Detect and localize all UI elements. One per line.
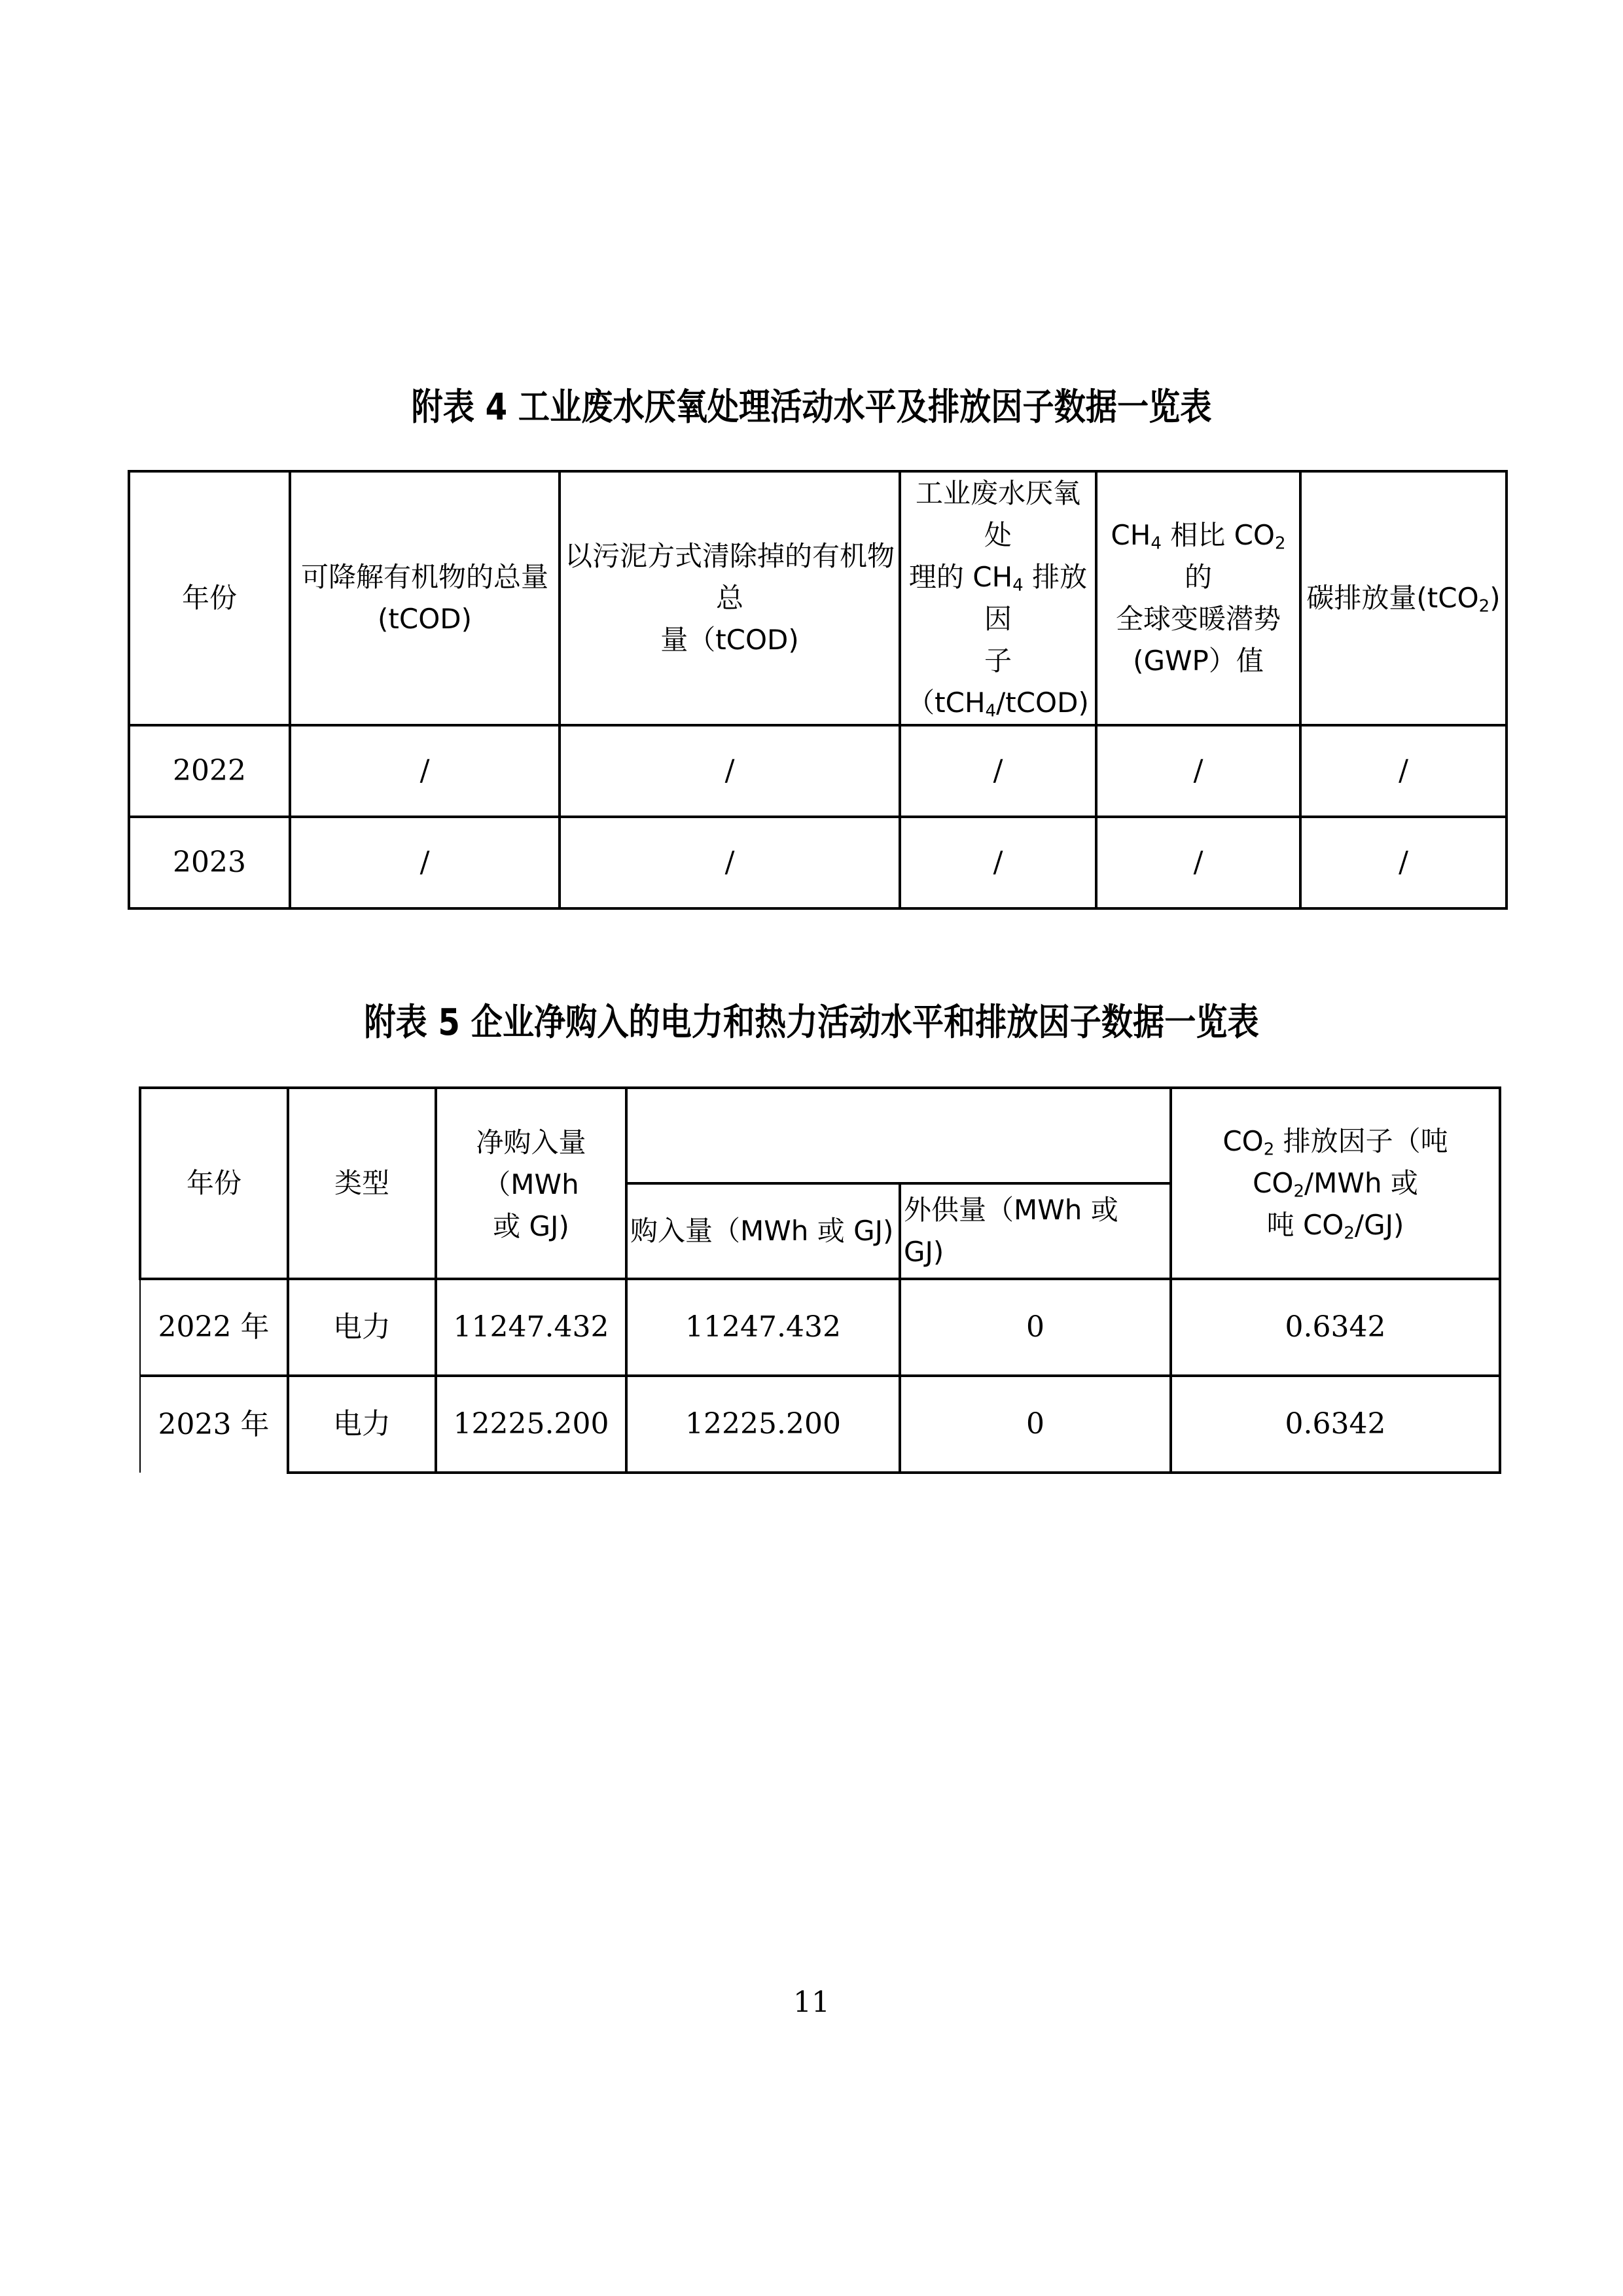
cell-factor: 0.6342 xyxy=(1171,1279,1500,1376)
cell-value: / xyxy=(900,725,1096,817)
table4-header-row xyxy=(129,471,1507,725)
table4 xyxy=(128,470,1508,910)
header-factor-sub2: 2 xyxy=(1293,1181,1305,1202)
table-row xyxy=(129,817,1507,908)
header-net-purchase-line2: 或 GJ) xyxy=(493,1210,569,1242)
cell-type: 电力 xyxy=(288,1279,436,1376)
cell-value: / xyxy=(900,817,1096,908)
cell-net: 11247.432 xyxy=(436,1279,626,1376)
table-row xyxy=(140,1376,1500,1473)
header-factor-a: CO xyxy=(1222,1125,1264,1157)
header-factor-sub1: 2 xyxy=(1263,1139,1275,1160)
header-ch4-factor-line3a: 子（tCH xyxy=(907,645,1012,719)
header-factor-c: /MWh 或 xyxy=(1304,1167,1418,1199)
page-number: 11 xyxy=(793,1986,830,2019)
header-carbon-emission xyxy=(1300,471,1507,725)
header-ch4-emission-factor xyxy=(900,471,1096,725)
cell-value: / xyxy=(1096,725,1300,817)
table5-title: 附表 5 企业净购入的电力和热力活动水平和排放因子数据一览表 xyxy=(364,1001,1259,1044)
cell-year: 2023 xyxy=(129,817,290,908)
header-factor-e: /GJ) xyxy=(1354,1209,1404,1241)
cell-type: 电力 xyxy=(288,1376,436,1473)
header-degradable-organics-line1: 可降解有机物的总量 xyxy=(300,561,548,593)
table5 xyxy=(139,1086,1501,1474)
cell-value: / xyxy=(560,817,900,908)
header-gwp xyxy=(1096,471,1300,725)
header-purchased: 购入量（MWh 或 GJ) xyxy=(626,1183,900,1279)
header-factor-b: 排放因子（吨 CO xyxy=(1253,1125,1448,1199)
header-sludge-organics-line2: 量（tCOD) xyxy=(660,624,799,656)
header-ch4-factor-line2a: 理的 CH xyxy=(908,561,1013,593)
header-year: 年份 xyxy=(140,1088,288,1279)
header-gwp-line1a: CH xyxy=(1111,519,1151,551)
cell-value: / xyxy=(1096,817,1300,908)
header-ch4-factor-sub1: 4 xyxy=(1012,575,1024,596)
cell-net: 12225.200 xyxy=(436,1376,626,1473)
cell-purchased: 11247.432 xyxy=(626,1279,900,1376)
cell-purchased: 12225.200 xyxy=(626,1376,900,1473)
header-gwp-sub1: 4 xyxy=(1150,533,1162,554)
cell-year: 2023 年 xyxy=(140,1376,288,1473)
header-net-purchase-line1: 净购入量（MWh xyxy=(476,1126,586,1200)
header-ch4-factor-line3b: /tCOD) xyxy=(996,687,1089,719)
header-gwp-line1b: 相比 CO xyxy=(1161,519,1275,551)
cell-value: / xyxy=(290,725,560,817)
header-gwp-sub2: 2 xyxy=(1275,533,1286,554)
header-sludge-organics-line1: 以污泥方式清除掉的有机物总 xyxy=(564,540,895,614)
header-net-purchase-span xyxy=(626,1088,1171,1183)
header-ch4-factor-line1: 工业废水厌氧处 xyxy=(915,477,1080,551)
cell-value: / xyxy=(290,817,560,908)
cell-supplied: 0 xyxy=(900,1279,1171,1376)
cell-value: / xyxy=(1300,817,1507,908)
cell-year: 2022 年 xyxy=(140,1279,288,1376)
header-factor-sub3: 2 xyxy=(1344,1223,1355,1244)
cell-value: / xyxy=(1300,725,1507,817)
header-carbon-emission-a: 碳排放量(tCO xyxy=(1306,582,1479,614)
cell-supplied: 0 xyxy=(900,1376,1171,1473)
header-degradable-organics xyxy=(290,471,560,725)
cell-value: / xyxy=(560,725,900,817)
header-carbon-emission-sub: 2 xyxy=(1478,596,1490,617)
header-sludge-organics xyxy=(560,471,900,725)
header-type: 类型 xyxy=(288,1088,436,1279)
header-ch4-factor-line2b: 排放因 xyxy=(984,561,1088,635)
header-emission-factor xyxy=(1171,1088,1500,1279)
header-degradable-organics-unit: (tCOD) xyxy=(378,603,472,635)
header-net-purchase xyxy=(436,1088,626,1279)
header-ch4-factor-sub2: 4 xyxy=(985,701,997,721)
cell-year: 2022 xyxy=(129,725,290,817)
header-gwp-line1c: 的 xyxy=(1184,561,1212,593)
table-row xyxy=(129,725,1507,817)
table4-title: 附表 4 工业废水厌氧处理活动水平及排放因子数据一览表 xyxy=(411,386,1212,429)
header-year: 年份 xyxy=(129,471,290,725)
header-gwp-line3: (GWP）值 xyxy=(1133,645,1264,677)
table5-header-row1 xyxy=(140,1088,1500,1183)
header-factor-d: 吨 CO xyxy=(1266,1209,1344,1241)
table-row xyxy=(140,1279,1500,1376)
header-gwp-line2: 全球变暖潜势 xyxy=(1115,603,1281,635)
header-supplied: 外供量（MWh 或 GJ) xyxy=(900,1183,1171,1279)
header-carbon-emission-b: ) xyxy=(1489,582,1501,614)
cell-factor: 0.6342 xyxy=(1171,1376,1500,1473)
